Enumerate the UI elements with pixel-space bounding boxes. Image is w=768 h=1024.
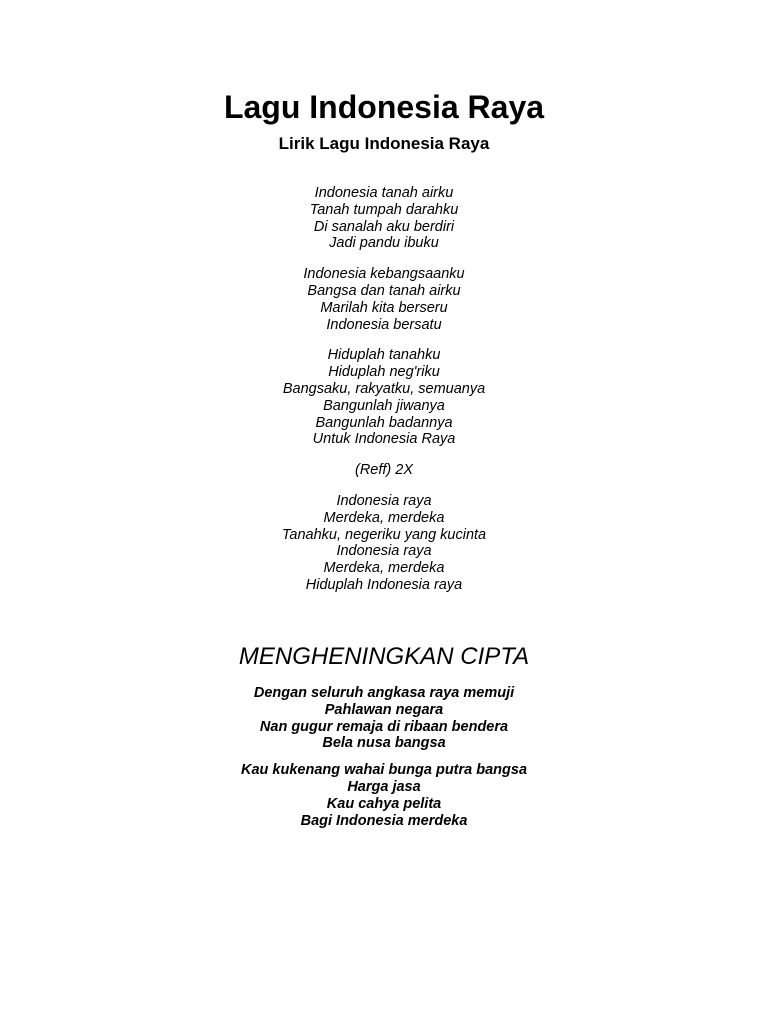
lyric-line: Bangsaku, rakyatku, semuanya — [282, 380, 486, 397]
song1-reff-marker — [0, 462, 768, 479]
lyric-line: Merdeka, merdeka — [323, 509, 445, 526]
lyric-line: Harga jasa — [347, 778, 421, 795]
lyric-line: Bela nusa bangsa — [322, 735, 446, 752]
lyric-line: Dengan seluruh angkasa raya memuji — [253, 685, 515, 701]
song1-lyrics — [0, 185, 768, 608]
song2-title: MENGHENINGKAN CIPTA — [238, 643, 530, 670]
lyric-line: Kau kukenang wahai bunga putra bangsa — [240, 762, 528, 779]
song1-stanza-2 — [0, 266, 768, 333]
song1-stanza-1 — [0, 185, 768, 252]
lyric-line: Indonesia tanah airku — [314, 185, 454, 201]
lyric-line: Indonesia bersatu — [326, 316, 442, 333]
page-subtitle: Lirik Lagu Indonesia Raya — [278, 134, 490, 153]
lyric-line: Jadi pandu ibuku — [329, 235, 439, 252]
lyric-line: Nan gugur remaja di ribaan bendera — [259, 718, 509, 735]
lyric-line: (Reff) 2X — [354, 462, 413, 479]
lyric-line: Hiduplah tanahku — [327, 347, 441, 364]
song1-stanza-3 — [0, 347, 768, 448]
lyric-line: Bangunlah jiwanya — [323, 397, 445, 414]
lyric-line: Indonesia raya — [336, 543, 432, 560]
lyric-line: Bagi Indonesia merdeka — [300, 812, 468, 829]
lyric-line: Indonesia raya — [336, 492, 432, 509]
page-title: Lagu Indonesia Raya — [223, 89, 545, 125]
lyric-line: Tanahku, negeriku yang kucinta — [281, 526, 487, 543]
song2-stanza-2 — [0, 762, 768, 829]
lyric-line: Pahlawan negara — [324, 701, 444, 718]
lyric-line: Tanah tumpah darahku — [309, 201, 459, 218]
song2-stanza-1 — [0, 685, 768, 752]
lyric-line: Merdeka, merdeka — [323, 560, 445, 577]
lyric-line: Hiduplah neg'riku — [328, 364, 440, 381]
lyric-line: Bangunlah badannya — [315, 414, 453, 431]
lyric-line: Di sanalah aku berdiri — [313, 218, 455, 235]
lyric-line: Bangsa dan tanah airku — [307, 282, 461, 299]
song1-stanza-5 — [0, 493, 768, 594]
lyric-line: Untuk Indonesia Raya — [312, 431, 456, 448]
lyric-line: Indonesia kebangsaanku — [303, 266, 465, 283]
song2-lyrics — [0, 685, 768, 839]
lyric-line: Hiduplah Indonesia raya — [305, 576, 463, 593]
lyric-line: Kau cahya pelita — [326, 795, 442, 812]
lyric-line: Marilah kita berseru — [320, 299, 448, 316]
